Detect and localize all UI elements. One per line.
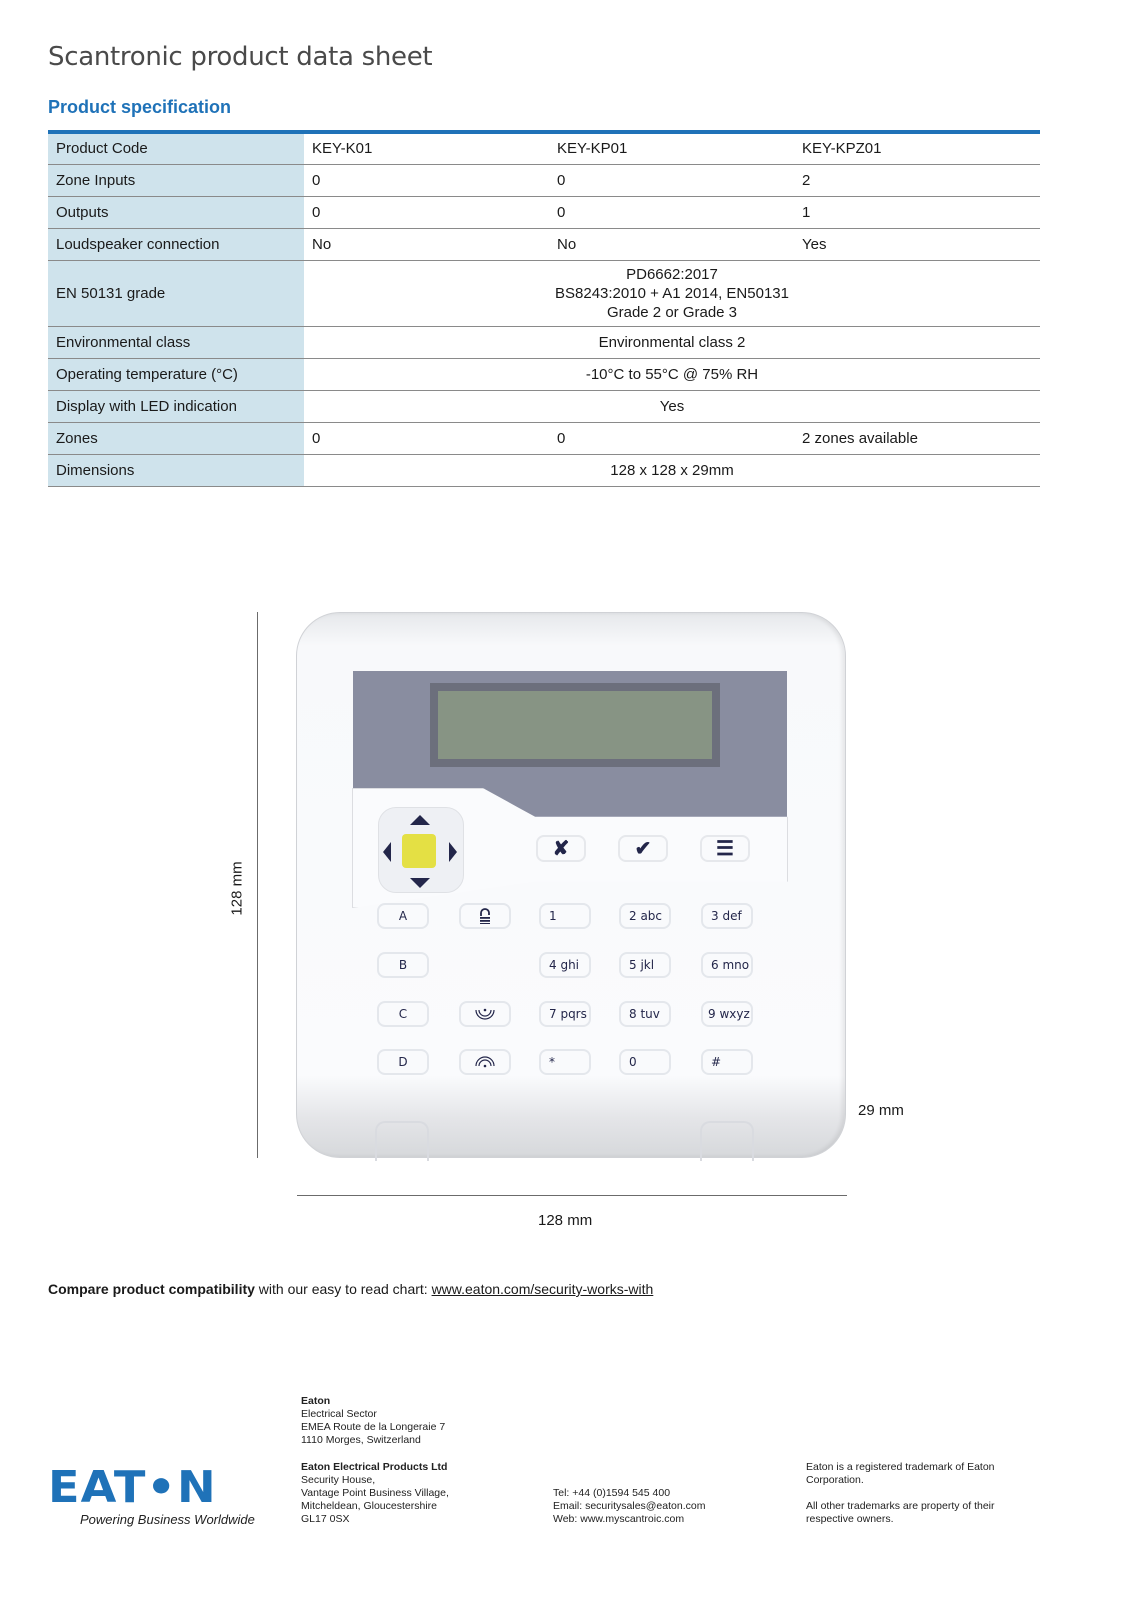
cell [304, 260, 1040, 326]
arrow-down-icon [410, 878, 430, 888]
key-8: 8 tuv [619, 1001, 671, 1027]
address-line: Vantage Point Business Village, [301, 1487, 449, 1499]
key-6: 6 mno [701, 952, 753, 978]
ltd-address [301, 1461, 449, 1526]
cell: 2 zones available [794, 422, 1040, 454]
row-label: Environmental class [48, 326, 304, 358]
row-label: Dimensions [48, 454, 304, 486]
address-heading: Eaton [301, 1395, 331, 1407]
key-0: 0 [619, 1049, 671, 1075]
confirm-key [618, 835, 668, 862]
cell: 0 [549, 422, 794, 454]
row-label: EN 50131 grade [48, 260, 304, 326]
table-row [48, 326, 1040, 358]
address-line: Electrical Sector [301, 1408, 377, 1420]
address-line: 1110 Morges, Switzerland [301, 1434, 421, 1446]
nav-center-button [402, 834, 436, 868]
contact-email[interactable]: Email: securitysales@eaton.com [553, 1500, 706, 1512]
cell: No [304, 228, 549, 260]
cell: -10°C to 55°C @ 75% RH [304, 358, 1040, 390]
menu-list-icon: ☰ [716, 838, 734, 860]
cell: 128 x 128 x 29mm [304, 454, 1040, 486]
row-label: Zone Inputs [48, 164, 304, 196]
table-row [48, 422, 1040, 454]
cell: 0 [304, 422, 549, 454]
table-row [48, 358, 1040, 390]
table-row [48, 260, 1040, 326]
section-title: Product specification [48, 97, 232, 117]
cell: Yes [794, 228, 1040, 260]
key-4: 4 ghi [539, 952, 591, 978]
row-label: Outputs [48, 196, 304, 228]
part-set-key [459, 1001, 511, 1027]
key-star: * [539, 1049, 591, 1075]
cell: 1 [794, 196, 1040, 228]
key-9: 9 wxyz [701, 1001, 753, 1027]
address-line: Mitcheldean, Gloucestershire [301, 1500, 437, 1512]
keypad-illustration [296, 612, 846, 1158]
grade-line: BS8243:2010 + A1 2014, EN50131 [555, 284, 789, 302]
signal-up-icon [474, 1055, 496, 1069]
key-hash: # [701, 1049, 753, 1075]
key-5: 5 jkl [619, 952, 671, 978]
compat-bold: Compare product compatibility [48, 1281, 255, 1297]
contact-info [553, 1487, 705, 1526]
key-1: 1 [539, 903, 591, 929]
key-2: 2 abc [619, 903, 671, 929]
table-row [48, 390, 1040, 422]
trademark-line: All other trademarks are property of their [806, 1500, 995, 1512]
width-dimension-label: 128 mm [538, 1212, 593, 1229]
address-heading: Eaton Electrical Products Ltd [301, 1461, 448, 1473]
page-title: Scantronic product data sheet [48, 42, 433, 72]
trademark-notice [806, 1461, 995, 1526]
trademark-line: Corporation. [806, 1474, 864, 1486]
address-line: EMEA Route de la Longeraie 7 [301, 1421, 446, 1433]
table-row [48, 196, 1040, 228]
compat-text: with our easy to read chart: [254, 1281, 432, 1297]
compatibility-note [48, 1281, 653, 1297]
height-dimension-line [257, 612, 258, 1158]
row-label: Loudspeaker connection [48, 228, 304, 260]
cell: KEY-K01 [304, 132, 549, 164]
trademark-line: Eaton is a registered trademark of Eaton [806, 1461, 995, 1473]
row-label: Display with LED indication [48, 390, 304, 422]
height-dimension-label: 128 mm [228, 861, 246, 916]
grade-line: Grade 2 or Grade 3 [606, 303, 738, 321]
unset-key [459, 903, 511, 929]
arrow-left-icon [383, 842, 391, 862]
table-row [48, 132, 1040, 164]
cell: 0 [549, 164, 794, 196]
grade-line: PD6662:2017 [626, 265, 718, 283]
full-set-key [459, 1049, 511, 1075]
arrow-right-icon [449, 842, 457, 862]
cancel-key [536, 835, 586, 862]
address-line: Security House, [301, 1474, 376, 1486]
table-row [48, 164, 1040, 196]
eaton-logo: EAT•N [48, 1462, 217, 1513]
depth-dimension-label: 29 mm [858, 1102, 904, 1119]
signal-down-icon [474, 1007, 496, 1021]
row-label: Product Code [48, 132, 304, 164]
row-label: Operating temperature (°C) [48, 358, 304, 390]
cell: Environmental class 2 [304, 326, 1040, 358]
spec-table [48, 130, 1040, 487]
width-dimension-line [297, 1195, 847, 1196]
key-c: C [377, 1001, 429, 1027]
arrow-up-icon [410, 815, 430, 825]
cell: 0 [304, 164, 549, 196]
tagline: Powering Business Worldwide [80, 1512, 255, 1527]
key-d: D [377, 1049, 429, 1075]
key-a: A [377, 903, 429, 929]
cell: No [549, 228, 794, 260]
cross-icon: ✘ [552, 838, 570, 860]
cell: Yes [304, 390, 1040, 422]
key-7: 7 pqrs [539, 1001, 591, 1027]
bottom-foot-left [375, 1121, 429, 1161]
cell: 0 [304, 196, 549, 228]
navigation-pad [378, 807, 464, 893]
cell: KEY-KPZ01 [794, 132, 1040, 164]
trademark-line: respective owners. [806, 1513, 894, 1525]
address-line: GL17 0SX [301, 1513, 350, 1525]
bottom-foot-right [700, 1121, 754, 1161]
check-icon: ✔ [634, 838, 652, 860]
eaton-address [301, 1395, 445, 1447]
table-row [48, 454, 1040, 486]
unlock-icon [477, 908, 493, 924]
key-b: B [377, 952, 429, 978]
cell: 0 [549, 196, 794, 228]
compat-link[interactable]: www.eaton.com/security-works-with [431, 1281, 654, 1297]
lcd-screen [438, 691, 712, 759]
row-label: Zones [48, 422, 304, 454]
table-row [48, 228, 1040, 260]
key-3: 3 def [701, 903, 753, 929]
cell: KEY-KP01 [549, 132, 794, 164]
cell: 2 [794, 164, 1040, 196]
contact-tel: Tel: +44 (0)1594 545 400 [553, 1487, 671, 1499]
menu-key [700, 835, 750, 862]
contact-web[interactable]: Web: www.myscantroic.com [553, 1513, 685, 1525]
